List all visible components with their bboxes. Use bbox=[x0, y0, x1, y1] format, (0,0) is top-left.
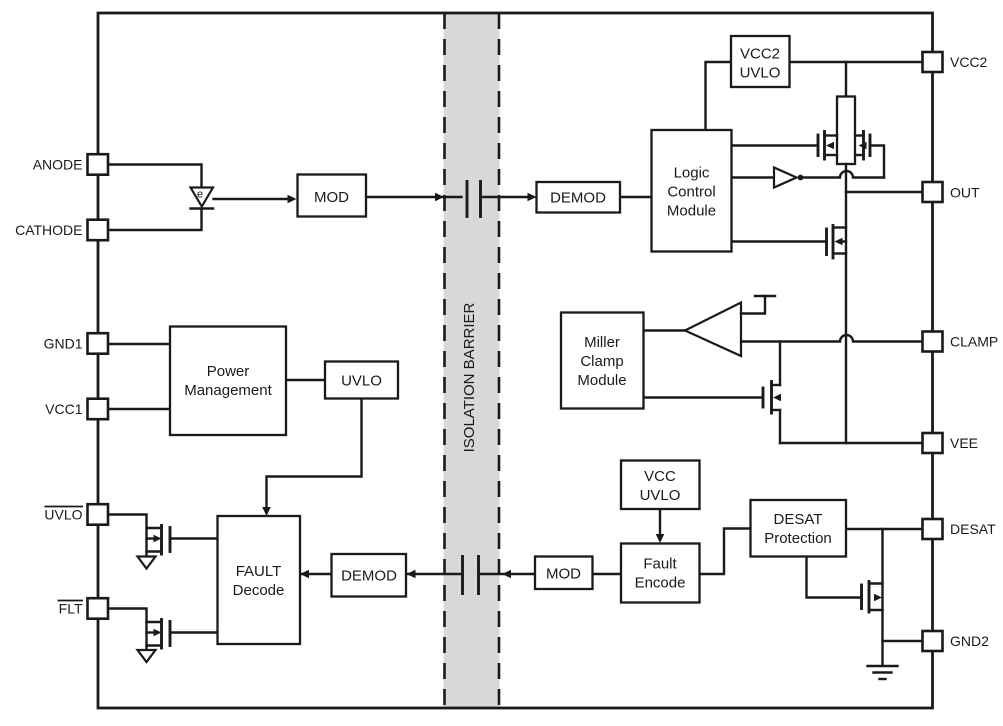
arrow-into-fault-decode-icon bbox=[300, 570, 309, 578]
pin-vcc2 bbox=[923, 52, 988, 72]
block-mod-top bbox=[298, 175, 367, 217]
gnd2-pin-box bbox=[923, 631, 943, 651]
output-pullup-resistor bbox=[837, 97, 855, 165]
vcc2-uvlo-label-line1: VCC2 bbox=[739, 45, 781, 63]
block-mod-bottom bbox=[535, 557, 593, 590]
logic-control-label-line3: Module bbox=[666, 202, 717, 220]
anode-wire bbox=[109, 165, 202, 188]
clamp-comparator-triangle-icon bbox=[685, 303, 741, 357]
led-emitter-label: e bbox=[196, 188, 204, 201]
out-pin-label: OUT bbox=[950, 184, 980, 201]
faultencode-to-desat-wire bbox=[699, 529, 750, 575]
desat-protection-label-line1: DESAT bbox=[773, 511, 823, 528]
pin-gnd2 bbox=[923, 631, 990, 651]
pin-anode bbox=[33, 154, 108, 175]
desat-pin-box bbox=[923, 519, 943, 539]
vcc-uvlo-label-line2: UVLO bbox=[639, 487, 681, 504]
clamp-pin-label: CLAMP bbox=[950, 333, 999, 350]
uvlo-pin-wire bbox=[109, 515, 147, 557]
nmos-body-arrow-icon bbox=[835, 238, 843, 245]
out-pin-box bbox=[923, 182, 943, 202]
output-driver-stage bbox=[706, 62, 923, 443]
mod-bottom-label: MOD bbox=[546, 565, 581, 583]
pin-desat bbox=[923, 519, 997, 539]
vcc2-pin-box bbox=[923, 52, 943, 72]
vcc2uvlo-to-logic-wire bbox=[706, 62, 732, 130]
miller-clamp-label-line3: Module bbox=[577, 372, 627, 389]
miller-clamp-label-line2: Clamp bbox=[580, 353, 624, 370]
pin-cathode bbox=[15, 220, 108, 241]
vcc1-pin-box bbox=[88, 399, 109, 420]
block-uvlo bbox=[325, 362, 398, 399]
fault-encode-box bbox=[621, 544, 700, 603]
fault-decode-label-line1: FAULT bbox=[235, 563, 282, 580]
block-power-management bbox=[170, 327, 286, 436]
gnd1-pin-label: GND1 bbox=[43, 335, 83, 352]
arrow-into-barrier-top-icon bbox=[435, 193, 444, 201]
pins-left bbox=[15, 154, 108, 619]
desat-protection-label-line2: Protection bbox=[764, 530, 832, 547]
vcc2-pin-label: VCC2 bbox=[950, 54, 988, 70]
vcc-uvlo-label-line1: VCC bbox=[644, 468, 676, 485]
ground-arrow-icon bbox=[138, 650, 156, 662]
demod-bottom-label: DEMOD bbox=[341, 567, 397, 585]
clamp-pin-wire-with-hop bbox=[741, 335, 923, 342]
block-miller-clamp-module bbox=[561, 313, 644, 409]
vcc1-pin-label: VCC1 bbox=[45, 401, 83, 417]
logic-control-label-line1: Logic bbox=[673, 164, 710, 182]
isolation-barrier bbox=[444, 13, 500, 708]
fet-body-arrow-icon bbox=[874, 594, 882, 601]
cathode-wire bbox=[109, 209, 202, 231]
desat-pin-label: DESAT bbox=[950, 521, 996, 537]
pin-flt-n bbox=[58, 598, 109, 619]
demod-top-label: DEMOD bbox=[550, 189, 606, 207]
pin-uvlo-n bbox=[44, 504, 108, 525]
mod-top-label: MOD bbox=[314, 189, 349, 206]
buffer-triangle-icon bbox=[774, 168, 797, 188]
isolation-barrier-label: ISOLATION BARRIER bbox=[461, 302, 478, 453]
fault-encode-label-line1: Fault bbox=[643, 555, 677, 573]
pmos-left-body-arrow-icon bbox=[826, 142, 834, 149]
uvlo-output-fet bbox=[109, 515, 218, 569]
arrow-into-demod-bottom-icon bbox=[407, 570, 416, 578]
pin-gnd1 bbox=[44, 333, 108, 354]
fault-encode-label-line2: Encode bbox=[634, 574, 686, 592]
desat-fet-gate-wire bbox=[807, 557, 862, 598]
block-logic-control-module bbox=[652, 130, 732, 252]
flt-pin-box bbox=[88, 598, 109, 619]
pin-vcc1 bbox=[45, 399, 108, 420]
block-vcc2-uvlo bbox=[731, 36, 790, 87]
flt-pin-wire bbox=[109, 609, 147, 651]
comparator-bias-stub bbox=[741, 296, 765, 314]
buffer-to-gate-wire-with-hop bbox=[804, 171, 885, 178]
arrow-into-barrier-bottom-icon bbox=[502, 570, 511, 578]
gnd1-pin-box bbox=[88, 333, 109, 354]
uvlo-pin-label: UVLO bbox=[44, 506, 83, 523]
block-fault-decode bbox=[218, 516, 301, 644]
ground-arrow-icon bbox=[138, 557, 156, 569]
arrow-into-fault-decode-top-icon bbox=[262, 507, 271, 516]
pmos-right-gate-wire bbox=[870, 146, 884, 178]
power-management-label-line2: Management bbox=[184, 382, 272, 399]
cathode-pin-box bbox=[88, 220, 109, 241]
power-management-label-line1: Power bbox=[206, 363, 250, 380]
clamp-pin-box bbox=[923, 332, 943, 352]
block-demod-bottom bbox=[332, 554, 407, 597]
flt-pin-label: FLT bbox=[58, 600, 83, 617]
anode-pin-label: ANODE bbox=[32, 156, 83, 173]
cathode-pin-label: CATHODE bbox=[15, 222, 83, 238]
pin-vee bbox=[923, 433, 979, 453]
pin-clamp bbox=[923, 332, 999, 352]
arrow-into-mod-icon bbox=[288, 195, 297, 203]
arrow-into-demod-icon bbox=[528, 193, 537, 201]
arrow-into-fault-encode-icon bbox=[656, 534, 665, 543]
block-desat-protection bbox=[751, 500, 847, 557]
power-management-box bbox=[170, 327, 286, 436]
uvlo-label: UVLO bbox=[341, 372, 382, 390]
miller-clamp-label-line1: Miller bbox=[584, 334, 620, 351]
fault-decode-box bbox=[218, 516, 301, 644]
logic-control-label-line2: Control bbox=[667, 183, 716, 201]
input-led-stage bbox=[109, 165, 297, 231]
miller-clamp-stage bbox=[644, 296, 923, 443]
vee-pin-label: VEE bbox=[950, 435, 979, 451]
flt-output-fet bbox=[109, 609, 218, 663]
vee-pin-box bbox=[923, 433, 943, 453]
desat-protection-box bbox=[751, 500, 847, 557]
uvlo-pin-box bbox=[88, 504, 109, 525]
fet-body-arrow-icon bbox=[773, 394, 781, 401]
anode-pin-box bbox=[88, 154, 109, 175]
block-fault-encode bbox=[621, 544, 700, 603]
pin-out bbox=[923, 182, 981, 202]
block-vcc-uvlo bbox=[621, 461, 700, 510]
gnd2-pin-label: GND2 bbox=[950, 633, 989, 649]
block-demod-top bbox=[537, 182, 621, 213]
vcc2-uvlo-label-line2: UVLO bbox=[739, 64, 781, 82]
fault-decode-label-line2: Decode bbox=[232, 582, 285, 599]
